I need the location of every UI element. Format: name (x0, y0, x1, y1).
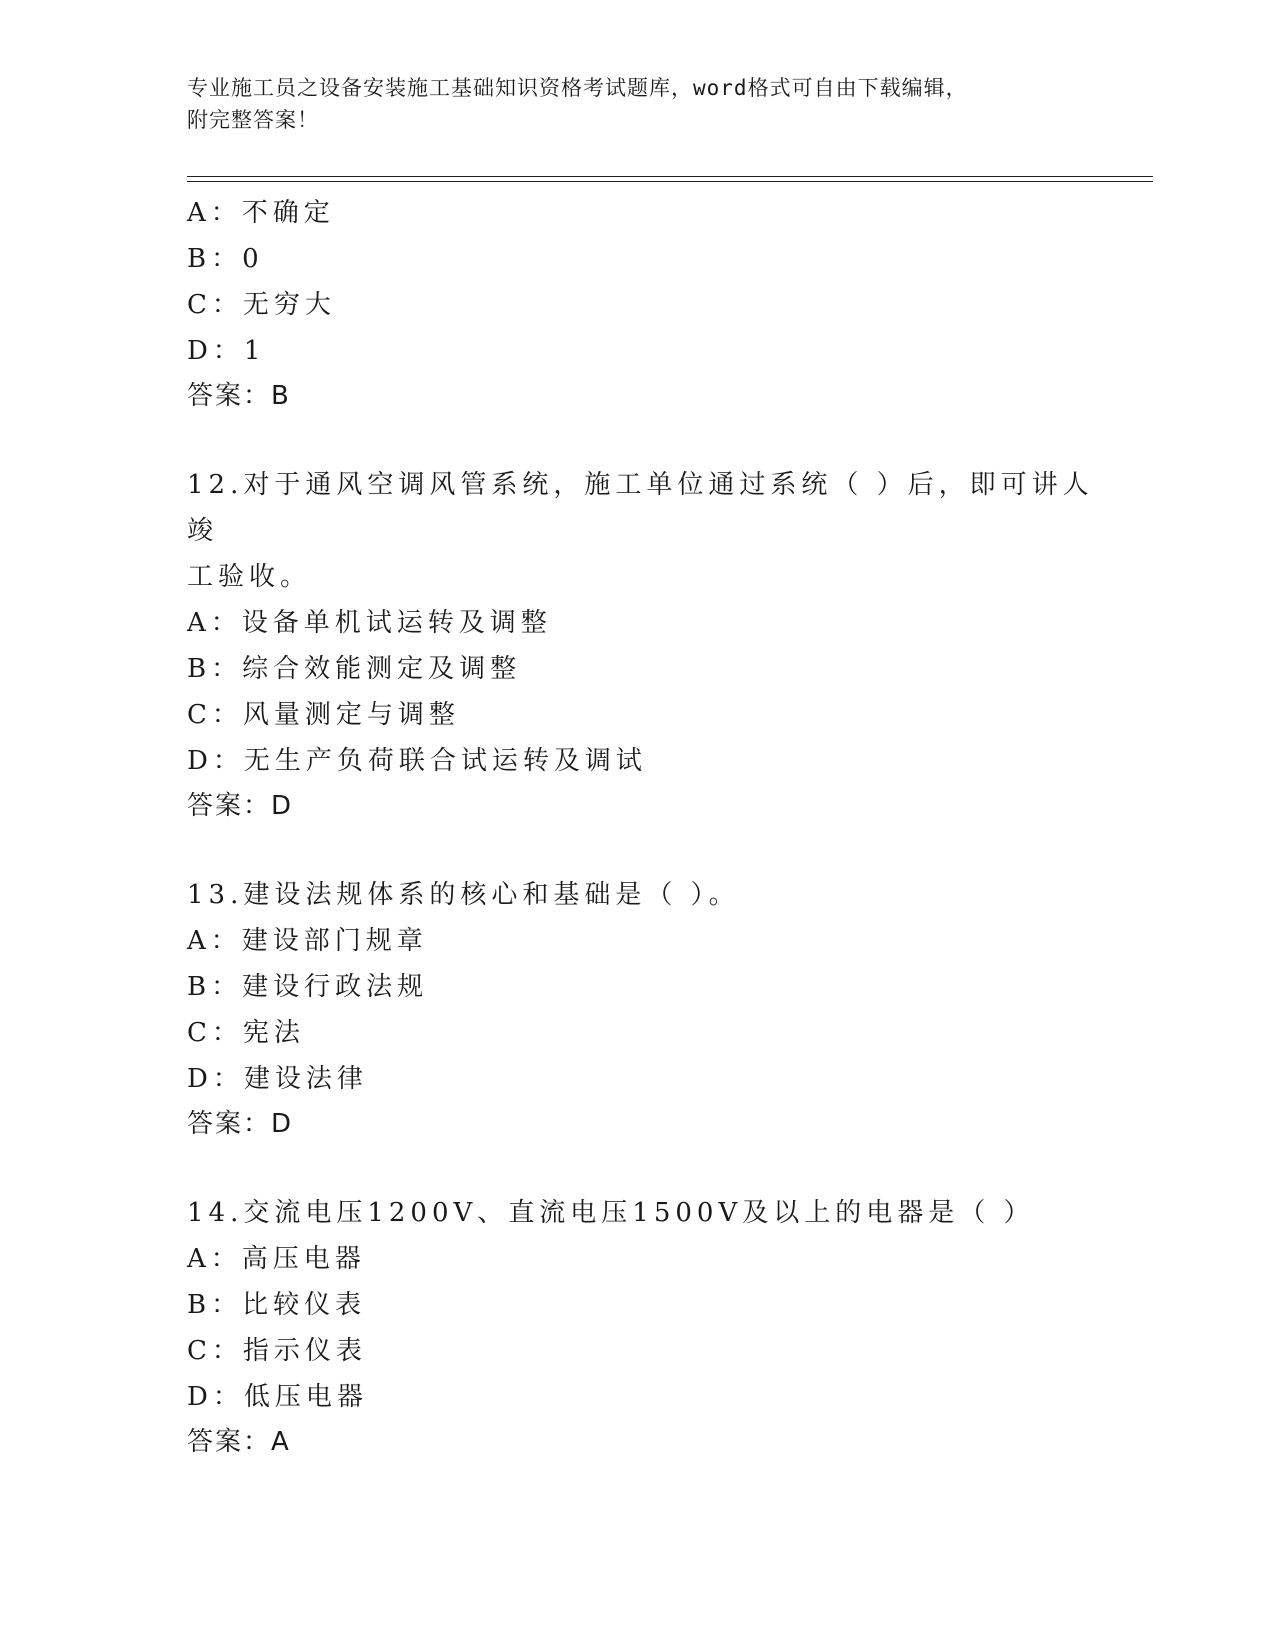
question-stem-continued: 工验收。 (187, 562, 312, 592)
option-c: C：无穷大 (187, 290, 336, 320)
question-content (187, 190, 1107, 1464)
option-c: C：风量测定与调整 (187, 700, 460, 730)
option-d: D：建设法律 (187, 1064, 368, 1094)
option-a: A：设备单机试运转及调整 (187, 608, 552, 638)
question-13 (187, 872, 1107, 1146)
option-a: A：建设部门规章 (187, 926, 428, 956)
option-d: D：1 (187, 336, 266, 366)
answer-line: 答案：D (187, 791, 294, 821)
answer-line: 答案：D (187, 1109, 294, 1139)
header-line-1: 专业施工员之设备安装施工基础知识资格考试题库，word格式可自由下载编辑， (187, 76, 968, 100)
option-b: B：综合效能测定及调整 (187, 654, 522, 684)
question-12 (187, 462, 1107, 828)
question-stem: 12.对于通风空调风管系统，施工单位通过系统（ ）后，即可讲人竣 (187, 470, 1094, 546)
question-14 (187, 1190, 1107, 1464)
option-c: C：指示仪表 (187, 1336, 367, 1366)
option-a: A：高压电器 (187, 1244, 366, 1274)
question-stem: 14.交流电压1200V、直流电压1500V及以上的电器是（ ） (187, 1198, 1035, 1228)
option-c: C：宪法 (187, 1018, 305, 1048)
header-rule-top (187, 176, 1153, 177)
header-rule-bottom (187, 181, 1153, 182)
header-line-2: 附完整答案！ (187, 108, 319, 132)
question-stem: 13.建设法规体系的核心和基础是（ ）。 (187, 880, 740, 910)
option-d: D：无生产负荷联合试运转及调试 (187, 746, 647, 776)
option-b: B：0 (187, 244, 264, 274)
option-b: B：建设行政法规 (187, 972, 429, 1002)
option-b: B：比较仪表 (187, 1290, 367, 1320)
answer-line: 答案：A (187, 1427, 291, 1457)
option-a: A：不确定 (187, 198, 335, 228)
document-header (187, 72, 1087, 136)
answer-line: 答案：B (187, 381, 291, 411)
option-d: D：低压电器 (187, 1382, 368, 1412)
carryover-question (187, 190, 1107, 418)
